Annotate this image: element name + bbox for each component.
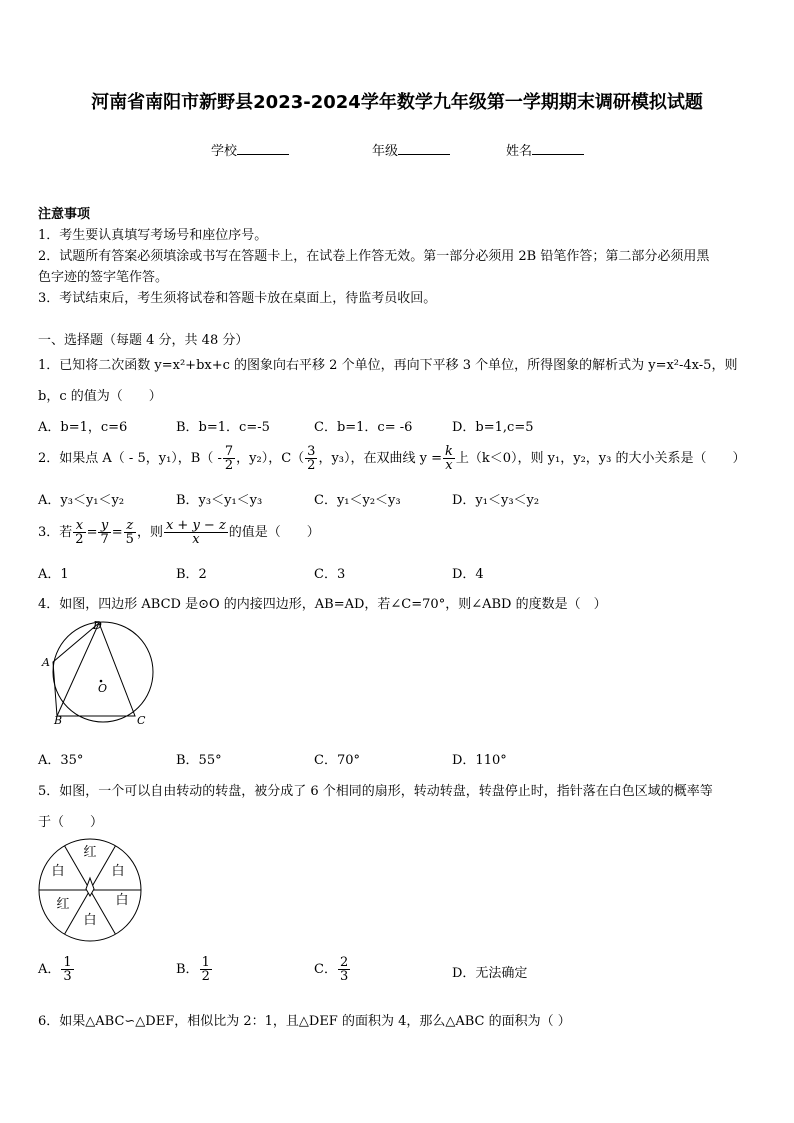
q5-option-b-label: B．	[176, 962, 199, 977]
q3-fraction-z5-den: 5	[125, 532, 134, 547]
notes-item-2-cont: 色字迹的签字笔作答。	[38, 270, 169, 285]
q4-label-b: B	[54, 714, 63, 727]
q2-fraction-3-den: x	[445, 458, 453, 473]
q2-fraction-1-num: 7	[224, 444, 234, 459]
section-heading: 一、选择题（每题 4 分，共 48 分）	[38, 333, 249, 348]
q5-option-c-label: C．	[314, 962, 337, 977]
q5-option-c-fraction	[338, 956, 350, 983]
q2-fraction-2-num: 3	[307, 444, 316, 459]
notes-item-1: 1．考生要认真填写考场号和座位序号。	[38, 228, 268, 243]
q5-option-a-num: 1	[63, 955, 72, 970]
q2-option-b[interactable]: B．y₃＜y₁＜y₃	[176, 493, 263, 508]
q3-fraction-y7	[98, 519, 110, 546]
q5-option-c-num: 2	[339, 955, 349, 970]
q2-option-a[interactable]: A．y₃＜y₁＜y₂	[38, 493, 125, 508]
q5-option-b-num: 1	[201, 955, 210, 970]
q5-pointer-icon	[86, 878, 94, 896]
q3-option-d[interactable]: D．4	[452, 567, 484, 582]
q4-quadrilateral	[53, 623, 135, 716]
q3-text	[38, 514, 320, 552]
q4-label-c: C	[137, 714, 146, 727]
q4-diagonal-bd	[57, 623, 99, 716]
q5-sector-2: 白	[111, 864, 125, 879]
q3-fraction-expr-den: x	[192, 532, 200, 547]
q5-option-a-den: 3	[63, 969, 72, 984]
q4-option-b[interactable]: B．55°	[176, 753, 222, 768]
school-label: 学校	[211, 144, 238, 159]
page-title: 河南省南阳市新野县2023-2024学年数学九年级第一学期期末调研模拟试题	[91, 92, 703, 113]
grade-field[interactable]	[372, 140, 450, 159]
q3-part3: 的值是（ ）	[228, 525, 320, 540]
notes-item-3: 3．考试结束后，考生须将试卷和答题卡放在桌面上，待监考员收回。	[38, 291, 437, 306]
q3-fraction-x2-num: x	[73, 519, 85, 533]
q5-sector-6: 白	[51, 864, 65, 879]
q1-option-a[interactable]: A．b=1，c=6	[38, 420, 128, 435]
q3-fraction-x2	[73, 519, 85, 546]
q1-text-line1: 1．已知将二次函数 y=x²+bx+c 的图象向右平移 2 个单位，再向下平移 3 个单位，所得图象的解析式为 y=x²-4x-5，则	[38, 358, 738, 373]
notes-heading: 注意事项	[38, 207, 91, 222]
q4-option-d[interactable]: D．110°	[452, 753, 507, 768]
q3-option-b[interactable]: B．2	[176, 567, 207, 582]
q5-sector-1: 红	[83, 845, 97, 860]
q5-text-line1: 5．如图，一个可以自由转动的转盘，被分成了 6 个相同的扇形，转动转盘，转盘停止时，指针落在白色区域的概率等	[38, 784, 713, 799]
q3-fraction-expr	[164, 519, 228, 546]
q2-fraction-3-num: k	[445, 444, 453, 459]
q3-fraction-y7-num: y	[98, 519, 110, 533]
q5-spinner-figure	[36, 836, 144, 944]
q5-option-c-den: 3	[339, 969, 349, 984]
q2-text	[38, 440, 745, 478]
q3-fraction-z5-num: z	[124, 519, 136, 533]
q4-circle-figure	[38, 618, 162, 728]
name-blank[interactable]	[532, 142, 584, 155]
name-label: 姓名	[506, 144, 533, 159]
q4-option-a[interactable]: A．35°	[38, 753, 84, 768]
notes-item-2: 2．试题所有答案必须填涂或书写在答题卡上，在试卷上作答无效。第一部分必须用 2B 铅笔作答；第二部分必须用黑	[38, 249, 710, 264]
q3-fraction-x2-den: 2	[75, 532, 84, 547]
grade-blank[interactable]	[398, 142, 450, 155]
q4-option-c[interactable]: C．70°	[314, 753, 360, 768]
q5-option-b[interactable]	[176, 951, 213, 989]
q3-equals-1: =	[86, 525, 98, 540]
q2-part2: ，y₂），C（	[236, 451, 305, 466]
q1-option-d[interactable]: D．b=1,c=5	[452, 420, 534, 435]
q6-text: 6．如果△ABC∽△DEF，相似比为 2：1，且△DEF 的面积为 4，那么△ABC 的面积为（ ）	[38, 1014, 571, 1029]
q1-option-c[interactable]: C．b=1．c= -6	[314, 420, 413, 435]
q2-option-c[interactable]: C．y₁＜y₂＜y₃	[314, 493, 401, 508]
q5-option-d[interactable]: D．无法确定	[452, 966, 528, 981]
q5-option-b-fraction	[200, 956, 212, 983]
q2-fraction-2-den: 2	[307, 458, 316, 473]
q4-text: 4．如图，四边形 ABCD 是⊙O 的内接四边形，AB=AD，若∠C=70°，则∠ABD 的度数是（ ）	[38, 597, 607, 612]
q1-option-b[interactable]: B．b=1．c=-5	[176, 420, 270, 435]
q3-fraction-expr-num: x + y − z	[165, 518, 226, 533]
q3-option-a[interactable]: A．1	[38, 567, 69, 582]
q2-part1: 2．如果点 A（ - 5，y₁），B（ -	[38, 451, 222, 466]
q4-label-d: D	[93, 619, 102, 632]
q5-option-b-den: 2	[201, 969, 210, 984]
q3-fraction-y7-den: 7	[100, 532, 109, 547]
q2-option-d[interactable]: D．y₁＜y₃＜y₂	[452, 493, 540, 508]
q2-fraction-3	[443, 445, 455, 472]
school-blank[interactable]	[237, 142, 289, 155]
name-field[interactable]	[506, 140, 584, 159]
q5-sector-4: 白	[83, 913, 97, 928]
q4-label-a: A	[42, 656, 50, 669]
q1-text-line2: b，c 的值为（ ）	[38, 389, 162, 404]
school-field[interactable]	[211, 140, 289, 159]
q5-sector-3: 白	[115, 893, 129, 908]
q2-part3: ，y₃），在双曲线 y =	[318, 451, 442, 466]
q2-part4: 上（k＜0），则 y₁，y₂，y₃ 的大小关系是（ ）	[455, 451, 746, 466]
q5-option-a-fraction	[61, 956, 73, 983]
q5-text-line2: 于（ ）	[38, 815, 104, 830]
grade-label: 年级	[372, 144, 399, 159]
q4-label-o: O	[98, 682, 108, 695]
q2-fraction-1-den: 2	[224, 458, 234, 473]
q2-fraction-1	[223, 445, 235, 472]
q2-fraction-2	[305, 445, 317, 472]
q3-option-c[interactable]: C．3	[314, 567, 346, 582]
q5-option-a[interactable]	[38, 951, 75, 989]
q3-part2: ，则	[136, 525, 163, 540]
q5-option-a-label: A．	[38, 962, 61, 977]
q3-equals-2: =	[111, 525, 123, 540]
q3-part1: 3．若	[38, 525, 73, 540]
q3-fraction-z5	[124, 519, 136, 546]
q4-circle	[53, 622, 153, 722]
q5-option-c[interactable]	[314, 951, 351, 989]
q5-sector-5: 红	[56, 897, 70, 912]
